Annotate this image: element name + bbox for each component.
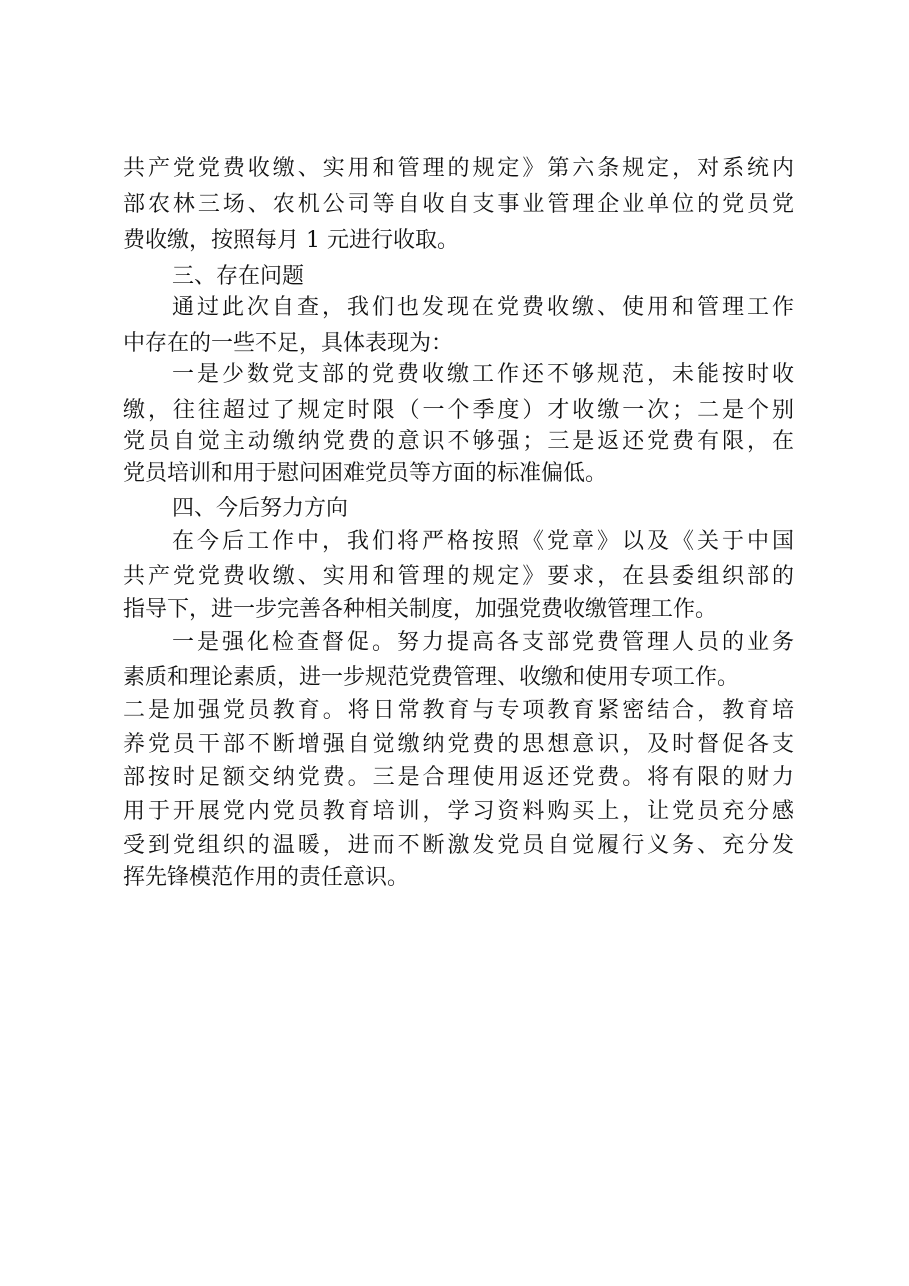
body-text-line: 部农林三场、农机公司等自收自支事业管理企业单位的党员党 [123,192,794,217]
paragraph-first-line: 一是少数党支部的党费收缴工作还不够规范，未能按时收 [172,362,794,387]
body-text-line: 缴，往往超过了规定时限（一个季度）才收缴一次；二是个别 [123,398,794,423]
paragraph-first-line: 通过此次自查，我们也发现在党费收缴、使用和管理工作 [172,295,794,320]
section-heading: 三、存在问题 [172,264,305,289]
body-text-line: 共产党党费收缴、实用和管理的规定》第六条规定，对系统内 [123,156,794,181]
paragraph-first-line: 在今后工作中，我们将严格按照《党章》以及《关于中国 [172,529,794,554]
body-text-line: 共产党党费收缴、实用和管理的规定》要求，在县委组织部的 [123,564,794,589]
body-text-line: 素质和理论素质，进一步规范党费管理、收缴和使用专项工作。 [123,665,740,690]
body-text-line: 中存在的一些不足，具体表现为： [123,331,454,356]
body-text-line: 费收缴，按照每月 1 元进行收取。 [123,228,459,253]
body-text-line: 挥先锋模范作用的责任意识。 [123,865,410,890]
body-text-line: 二是加强党员教育。将日常教育与专项教育紧密结合，教育培 [123,698,794,723]
body-text-line: 党员培训和用于慰问困难党员等方面的标准偏低。 [123,461,608,486]
body-text-line: 用于开展党内党员教育培训，学习资料购买上，让党员充分感 [123,799,794,824]
body-text-line: 养党员干部不断增强自觉缴纳党费的思想意识，及时督促各支 [123,732,794,757]
body-text-line: 指导下，进一步完善各种相关制度，加强党费收缴管理工作。 [123,597,718,622]
paragraph-first-line: 一是强化检查督促。努力提高各支部党费管理人员的业务 [172,630,794,655]
body-text-line: 受到党组织的温暖，进而不断激发党员自觉履行义务、充分发 [123,833,794,858]
body-text-line: 部按时足额交纳党费。三是合理使用返还党费。将有限的财力 [123,765,794,790]
body-text-line: 党员自觉主动缴纳党费的意识不够强；三是返还党费有限，在 [123,429,794,454]
section-heading: 四、今后努力方向 [172,496,349,521]
